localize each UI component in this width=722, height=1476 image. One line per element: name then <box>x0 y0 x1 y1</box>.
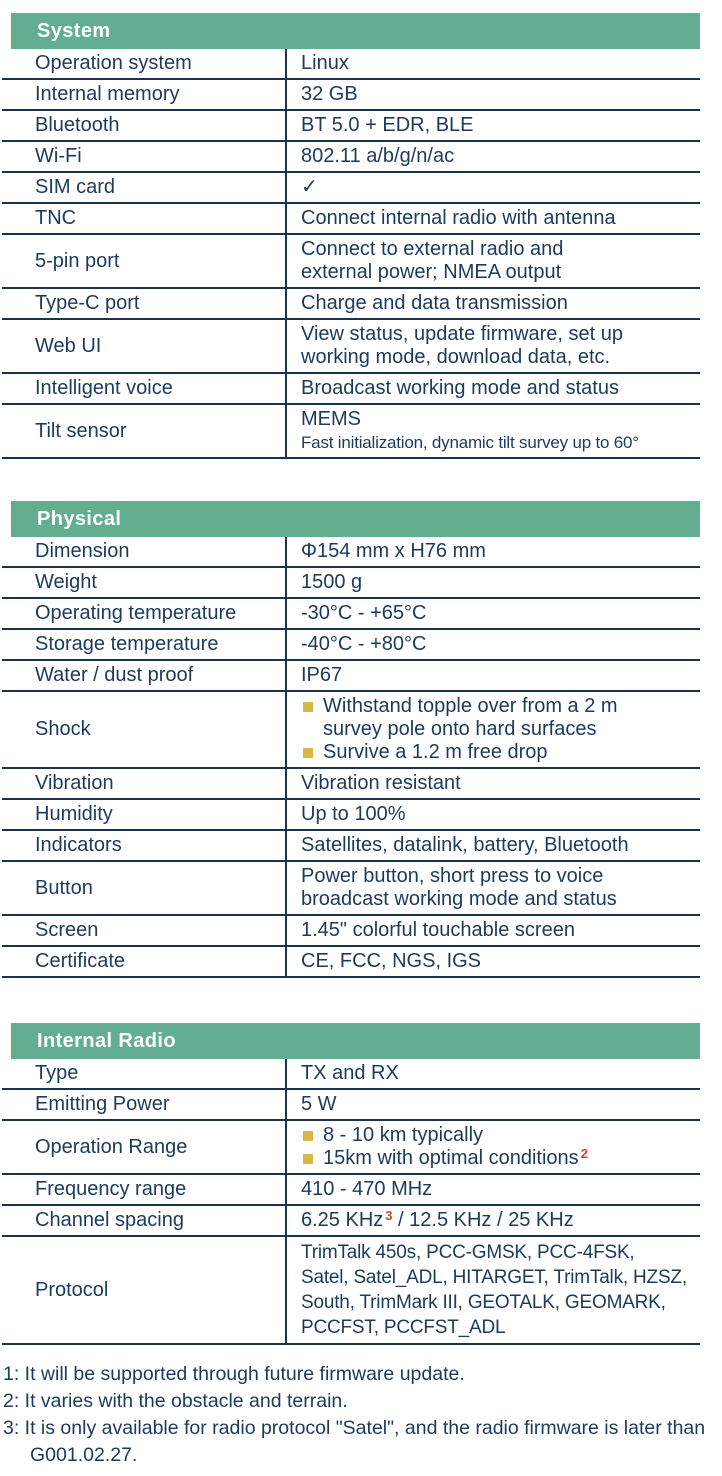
row-label: Dimension <box>35 540 130 562</box>
value-line: 32 GB <box>301 83 358 105</box>
row-label: Water / dust proof <box>35 664 194 686</box>
row-value <box>285 80 700 109</box>
row-value <box>285 831 700 860</box>
row-value <box>285 630 700 659</box>
table-row <box>2 204 700 235</box>
row-label: Shock <box>35 718 91 740</box>
row-value <box>285 599 700 628</box>
value-line: external power; NMEA output <box>301 261 562 283</box>
value-line: IP67 <box>301 664 343 686</box>
section-title: System <box>37 20 111 42</box>
table-row <box>2 599 700 630</box>
bullet-square-icon <box>303 748 313 758</box>
value-line: 802.11 a/b/g/n/ac <box>301 145 455 167</box>
value-line: -30°C - +65°C <box>301 602 427 624</box>
row-value <box>285 862 700 914</box>
value-line: Broadcast working mode and status <box>301 377 619 399</box>
footnote-line: 3: It is only available for radio protocol "Satel", and the radio firmware is later than G001.02.27. <box>3 1417 706 1466</box>
superscript-note-ref: 2 <box>580 1146 588 1161</box>
row-label: Vibration <box>35 772 114 794</box>
bullet-square-icon <box>303 702 313 712</box>
row-label: Screen <box>35 919 99 941</box>
table-body-physical <box>2 537 700 978</box>
value-line: ✓ <box>301 176 318 198</box>
value-line: BT 5.0 + EDR, BLE <box>301 114 474 136</box>
row-value <box>285 289 700 318</box>
row-label: TNC <box>35 207 77 229</box>
value-line: Fast initialization, dynamic tilt survey up to 60° <box>301 433 639 452</box>
value-line: 410 - 470 MHz <box>301 1178 433 1200</box>
row-value <box>285 1059 700 1088</box>
row-label: Type-C port <box>35 292 140 314</box>
value-line: PCCFST, PCCFST_ADL <box>301 1317 506 1338</box>
row-value <box>285 692 700 767</box>
value-line: 5 W <box>301 1093 337 1115</box>
row-value <box>285 111 700 140</box>
value-line: TrimTalk 450s, PCC-GMSK, PCC-4FSK, <box>301 1242 635 1263</box>
table-body-internal-radio <box>2 1059 700 1345</box>
superscript-note-ref: 3 <box>385 1208 393 1223</box>
value-line: CE, FCC, NGS, IGS <box>301 950 482 972</box>
row-label: Weight <box>35 571 97 593</box>
value-line: View status, update firmware, set up <box>301 323 624 345</box>
table-row <box>2 1059 700 1090</box>
table-row <box>2 49 700 80</box>
row-value <box>285 947 700 976</box>
row-label: Emitting Power <box>35 1093 170 1115</box>
section-system <box>2 13 700 459</box>
section-internal-radio <box>2 1023 700 1345</box>
value-line: -40°C - +80°C <box>301 633 427 655</box>
value-line: 8 - 10 km typically <box>301 1124 700 1147</box>
row-label: Certificate <box>35 950 126 972</box>
row-value <box>285 374 700 403</box>
bullet-square-icon <box>303 1154 313 1164</box>
row-value <box>285 405 700 457</box>
row-value <box>285 235 700 287</box>
value-line: 15km with optimal conditions $^2$ <box>301 1147 700 1170</box>
row-value <box>285 142 700 171</box>
row-label: Operating temperature <box>35 602 237 624</box>
value-line: 1.45" colorful touchable screen <box>301 919 575 941</box>
row-label: Frequency range <box>35 1178 187 1200</box>
row-value <box>285 1090 700 1119</box>
row-value <box>285 1237 700 1343</box>
section-header-physical <box>11 501 700 537</box>
row-value <box>285 1121 700 1173</box>
value-line: 1500 g <box>301 571 363 593</box>
row-label: Type <box>35 1062 79 1084</box>
row-label: Wi-Fi <box>35 145 82 167</box>
section-physical <box>2 501 700 978</box>
table-row <box>2 235 700 289</box>
value-line: Linux <box>301 52 349 74</box>
row-label: Internal memory <box>35 83 180 105</box>
value-line: Connect internal radio with antenna <box>301 207 616 229</box>
row-value <box>285 1206 700 1235</box>
section-header-system <box>11 13 700 49</box>
row-label: Intelligent voice <box>35 377 173 399</box>
table-row <box>2 173 700 204</box>
section-header-internal-radio <box>11 1023 700 1059</box>
footnote-line: 2: It varies with the obstacle and terrain. <box>3 1390 348 1412</box>
row-label: Operation system <box>35 52 192 74</box>
table-row <box>2 537 700 568</box>
table-row <box>2 862 700 916</box>
section-title: Physical <box>37 508 122 530</box>
row-label: Channel spacing <box>35 1209 184 1231</box>
row-label: Bluetooth <box>35 114 120 136</box>
table-row <box>2 142 700 173</box>
table-row <box>2 916 700 947</box>
row-value <box>285 173 700 202</box>
row-value <box>285 800 700 829</box>
row-value <box>285 49 700 78</box>
value-line: working mode, download data, etc. <box>301 346 611 368</box>
value-line: broadcast working mode and status <box>301 888 617 910</box>
table-row <box>2 405 700 459</box>
table-row <box>2 568 700 599</box>
footnotes <box>3 1361 719 1469</box>
table-body-system <box>2 49 700 459</box>
row-label: Operation Range <box>35 1135 188 1158</box>
value-line: Power button, short press to voice <box>301 865 604 887</box>
row-value <box>285 320 700 372</box>
row-value <box>285 204 700 233</box>
table-row <box>2 769 700 800</box>
table-row <box>2 1206 700 1237</box>
row-value <box>285 568 700 597</box>
row-value <box>285 537 700 566</box>
bullet-square-icon <box>303 1131 313 1141</box>
value-line: TX and RX <box>301 1062 399 1084</box>
row-value <box>285 916 700 945</box>
table-row <box>2 630 700 661</box>
value-line: MEMS <box>301 408 361 430</box>
value-line: Survive a 1.2 m free drop <box>301 741 700 764</box>
table-row <box>2 289 700 320</box>
value-line: survey pole onto hard surfaces <box>323 718 597 740</box>
row-value <box>285 661 700 690</box>
value-line: 6.25 KHz $^3$ / 12.5 KHz / 25 KHz <box>301 1208 574 1231</box>
table-row <box>2 661 700 692</box>
row-label: Web UI <box>35 334 102 357</box>
section-title: Internal Radio <box>37 1030 176 1052</box>
value-line: Up to 100% <box>301 803 406 825</box>
value-line: Satel, Satel_ADL, HITARGET, TrimTalk, HZSZ, <box>301 1267 687 1288</box>
table-row <box>2 692 700 769</box>
row-value <box>285 769 700 798</box>
table-row <box>2 80 700 111</box>
table-row <box>2 831 700 862</box>
table-row <box>2 1121 700 1175</box>
row-label: Tilt sensor <box>35 419 127 442</box>
value-line: Withstand topple over from a 2 m <box>301 695 700 718</box>
table-row <box>2 1175 700 1206</box>
table-row <box>2 111 700 142</box>
row-label: 5-pin port <box>35 249 120 272</box>
row-label: Indicators <box>35 834 122 856</box>
row-label: Protocol <box>35 1278 109 1301</box>
table-row <box>2 1090 700 1121</box>
value-line: Connect to external radio and <box>301 238 564 260</box>
table-row <box>2 374 700 405</box>
row-label: Humidity <box>35 803 113 825</box>
table-row <box>2 1237 700 1345</box>
row-label: Storage temperature <box>35 633 219 655</box>
footnote-line: 1: It will be supported through future firmware update. <box>3 1363 465 1385</box>
row-label: Button <box>35 876 93 899</box>
value-line: Satellites, datalink, battery, Bluetooth <box>301 834 629 856</box>
value-line: Φ154 mm x H76 mm <box>301 540 486 562</box>
value-line: Vibration resistant <box>301 772 461 794</box>
table-row <box>2 320 700 374</box>
row-label: SIM card <box>35 176 116 198</box>
value-line: South, TrimMark III, GEOTALK, GEOMARK, <box>301 1292 666 1313</box>
value-line: Charge and data transmission <box>301 292 568 314</box>
table-row <box>2 800 700 831</box>
row-value <box>285 1175 700 1204</box>
table-row <box>2 947 700 978</box>
